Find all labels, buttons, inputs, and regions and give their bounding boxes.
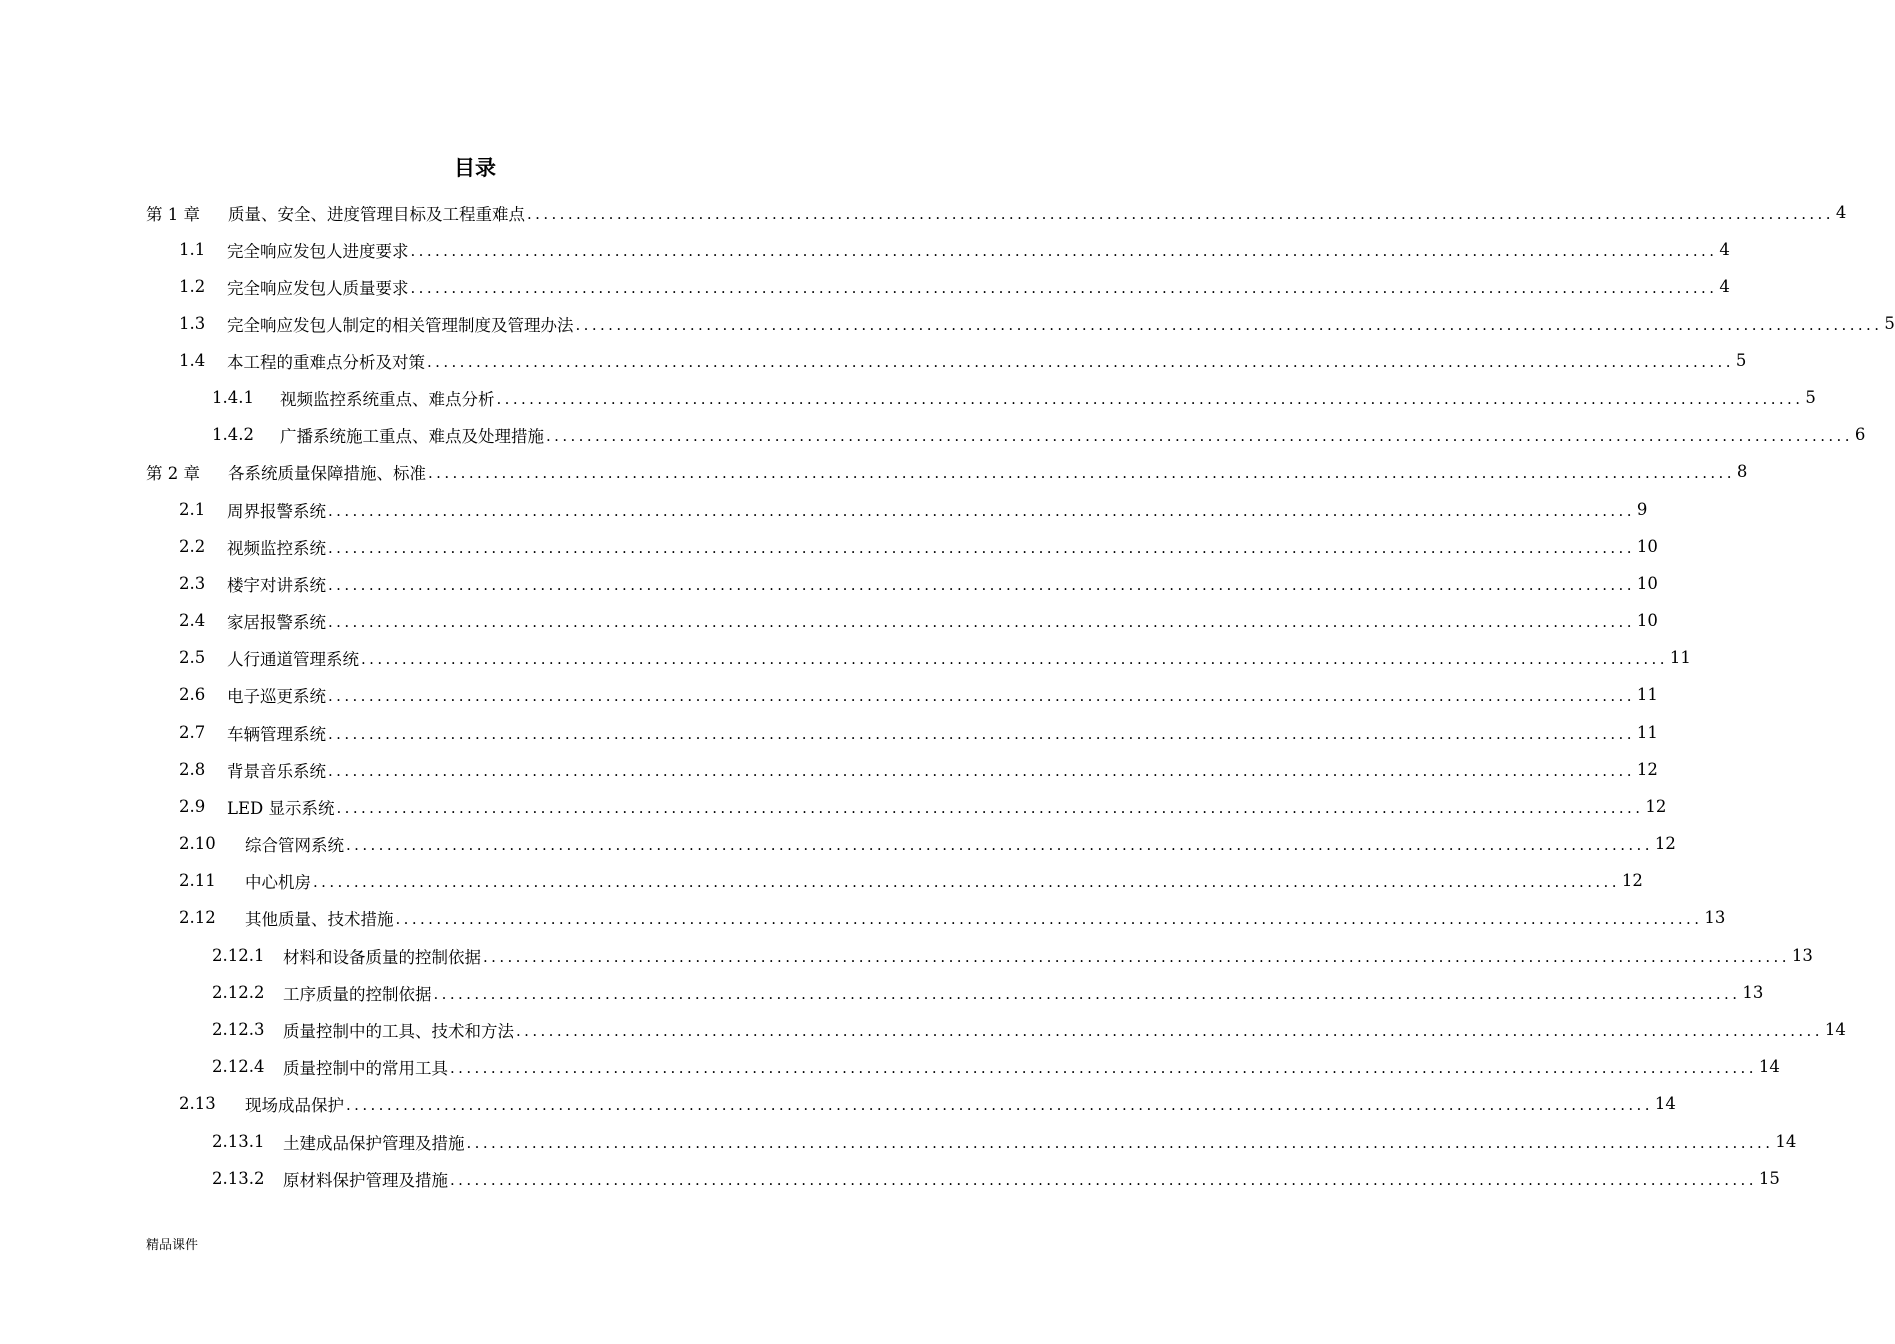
toc-entry[interactable]	[179, 751, 1658, 788]
toc-entry-page: 4	[1835, 203, 1847, 222]
toc-entry-number: 2.13.2	[212, 1169, 265, 1188]
dot-leader: ................................................................................................................................................................	[346, 1096, 1653, 1114]
toc-entry-title: 视频监控系统重点、难点分析	[280, 389, 495, 409]
dot-leader: ................................................................................................................................................................	[336, 799, 1644, 817]
toc-entry-title: 工序质量的控制依据	[283, 984, 432, 1004]
toc-entry-title: 完全响应发包人进度要求	[227, 241, 409, 261]
toc-entry[interactable]	[212, 937, 1813, 974]
toc-entry-page: 11	[1669, 648, 1691, 667]
toc-entry-number: 2.5	[179, 648, 206, 667]
toc-entry-page: 11	[1636, 685, 1658, 704]
toc-entry-page: 12	[1654, 834, 1676, 853]
toc-entry[interactable]	[179, 528, 1658, 565]
toc-entry-page: 12	[1621, 871, 1643, 890]
toc-entry[interactable]	[179, 491, 1648, 528]
dot-leader: ................................................................................................................................................................	[427, 353, 1734, 371]
toc-entry-page: 9	[1636, 500, 1648, 519]
toc-entry-page: 10	[1636, 537, 1658, 556]
toc-entry-title: 质量、安全、进度管理目标及工程重难点	[228, 204, 525, 224]
toc-entry[interactable]	[179, 862, 1643, 899]
toc-entry-number: 2.13	[179, 1094, 216, 1113]
toc-entry-number: 2.4	[179, 611, 206, 630]
toc-entry-page: 4	[1719, 240, 1730, 259]
dot-leader: ................................................................................................................................................................	[410, 279, 1718, 297]
toc-entry-page: 11	[1636, 723, 1658, 742]
dot-leader: ................................................................................................................................................................	[450, 1059, 1757, 1077]
dot-leader: ................................................................................................................................................................	[328, 613, 1635, 631]
toc-entry-page: 13	[1704, 908, 1726, 927]
toc-entry-title: 现场成品保护	[245, 1095, 344, 1115]
toc-entry[interactable]	[179, 788, 1667, 825]
toc-entry-number: 2.13.1	[212, 1132, 265, 1151]
toc-entry[interactable]	[179, 825, 1676, 862]
page-title: 目录	[454, 156, 496, 180]
toc-entry-number: 2.12.4	[212, 1057, 265, 1076]
toc-entry-number: 2.12.2	[212, 983, 265, 1002]
toc-entry-page: 4	[1719, 277, 1730, 296]
toc-entry-page: 14	[1824, 1020, 1846, 1039]
toc-entry-number: 1.2	[179, 277, 206, 296]
toc-entry[interactable]	[179, 305, 1895, 342]
toc-entry-title: 综合管网系统	[245, 835, 344, 855]
toc-entry[interactable]	[179, 1085, 1676, 1122]
toc-entry-number: 2.1	[179, 500, 206, 519]
toc-entry-number: 2.12.1	[212, 946, 265, 965]
toc-entry[interactable]	[179, 676, 1658, 713]
dot-leader: ................................................................................................................................................................	[328, 539, 1635, 557]
dot-leader: ................................................................................................................................................................	[328, 762, 1635, 780]
toc-entry[interactable]	[179, 899, 1726, 936]
toc-entry[interactable]	[179, 268, 1730, 305]
toc-entry[interactable]	[179, 602, 1658, 639]
dot-leader: ................................................................................................................................................................	[466, 1134, 1774, 1152]
toc-entry[interactable]	[212, 1160, 1780, 1197]
toc-entry-title: 完全响应发包人质量要求	[227, 278, 409, 298]
toc-entry[interactable]	[212, 1011, 1846, 1048]
dot-leader: ................................................................................................................................................................	[546, 427, 1853, 445]
toc-entry-title: 本工程的重难点分析及对策	[227, 352, 425, 372]
toc-entry-page: 13	[1791, 946, 1813, 965]
toc-entry-title: 周界报警系统	[227, 501, 326, 521]
toc-entry-number: 2.12.3	[212, 1020, 265, 1039]
toc-entry[interactable]	[212, 1123, 1797, 1160]
toc-entry-number: 2.7	[179, 723, 206, 742]
toc-entry-page: 15	[1758, 1169, 1780, 1188]
dot-leader: ................................................................................................................................................................	[328, 687, 1635, 705]
dot-leader: ................................................................................................................................................................	[328, 725, 1635, 743]
toc-entry-number: 1.4.2	[212, 425, 254, 444]
toc-entry-title: 人行通道管理系统	[227, 649, 359, 669]
toc-entry-title: 质量控制中的常用工具	[283, 1058, 448, 1078]
toc-entry-number: 2.12	[179, 908, 216, 927]
dot-leader: ................................................................................................................................................................	[395, 910, 1703, 928]
toc-entry-title: 其他质量、技术措施	[245, 909, 394, 929]
toc-entry-page: 8	[1736, 462, 1748, 481]
dot-leader: ................................................................................................................................................................	[450, 1171, 1757, 1189]
dot-leader: ................................................................................................................................................................	[428, 464, 1735, 482]
toc-entry-page: 12	[1645, 797, 1667, 816]
toc-entry-title: 广播系统施工重点、难点及处理措施	[280, 426, 544, 446]
dot-leader: ................................................................................................................................................................	[346, 836, 1653, 854]
toc-entry-title: 车辆管理系统	[227, 724, 326, 744]
dot-leader: ................................................................................................................................................................	[313, 873, 1620, 891]
toc-entry-page: 5	[1735, 351, 1747, 370]
toc-entry-page: 14	[1775, 1132, 1797, 1151]
toc-entry-title: 材料和设备质量的控制依据	[283, 947, 481, 967]
toc-entry-number: 2.10	[179, 834, 216, 853]
toc-entry-page: 5	[1884, 314, 1895, 333]
toc-entry-title: 家居报警系统	[227, 612, 326, 632]
toc-entry-title: 完全响应发包人制定的相关管理制度及管理办法	[227, 315, 574, 335]
toc-entry-page: 12	[1636, 760, 1658, 779]
dot-leader: ................................................................................................................................................................	[527, 205, 1834, 223]
toc-entry[interactable]	[212, 1048, 1780, 1085]
dot-leader: ................................................................................................................................................................	[361, 650, 1668, 668]
dot-leader: ................................................................................................................................................................	[483, 948, 1790, 966]
toc-entry[interactable]	[179, 565, 1658, 602]
toc-entry-page: 10	[1636, 574, 1658, 593]
toc-entry-number: 1.4.1	[212, 388, 254, 407]
toc-entry-title: LED 显示系统	[227, 798, 335, 818]
toc-entry-title: 中心机房	[245, 872, 311, 892]
toc-entry-title: 背景音乐系统	[227, 761, 326, 781]
toc-entry-page: 5	[1805, 388, 1816, 407]
toc-entry-page: 6	[1854, 425, 1866, 444]
dot-leader: ................................................................................................................................................................	[496, 390, 1804, 408]
toc-entry-number: 1.4	[179, 351, 206, 370]
toc-entry[interactable]	[179, 231, 1730, 268]
dot-leader: ................................................................................................................................................................	[410, 242, 1718, 260]
toc-entry[interactable]	[212, 379, 1816, 416]
dot-leader: ................................................................................................................................................................	[328, 502, 1635, 520]
toc-entry-title: 土建成品保护管理及措施	[283, 1133, 465, 1153]
toc-entry-number: 2.3	[179, 574, 206, 593]
toc-entry-title: 质量控制中的工具、技术和方法	[283, 1021, 514, 1041]
toc-entry-number: 第 1 章	[146, 204, 200, 224]
dot-leader: ................................................................................................................................................................	[433, 985, 1741, 1003]
toc-entry-number: 1.1	[179, 240, 206, 259]
toc-entry[interactable]	[146, 194, 1847, 231]
toc-entry[interactable]	[179, 342, 1747, 379]
toc-entry-title: 各系统质量保障措施、标准	[228, 463, 426, 483]
dot-leader: ................................................................................................................................................................	[516, 1022, 1823, 1040]
toc-entry-title: 电子巡更系统	[227, 686, 326, 706]
toc-entry-number: 1.3	[179, 314, 206, 333]
toc-entry-page: 10	[1636, 611, 1658, 630]
toc-entry-number: 2.6	[179, 685, 206, 704]
toc-entry-title: 原材料保护管理及措施	[283, 1170, 448, 1190]
toc-entry-number: 第 2 章	[146, 463, 200, 483]
dot-leader: ................................................................................................................................................................	[575, 316, 1883, 334]
toc-entry[interactable]	[179, 714, 1658, 751]
toc-entry-page: 14	[1758, 1057, 1780, 1076]
toc-entry-number: 2.8	[179, 760, 206, 779]
dot-leader: ................................................................................................................................................................	[328, 576, 1635, 594]
toc-entry-page: 13	[1742, 983, 1764, 1002]
toc-entry-number: 2.9	[179, 797, 206, 816]
toc-entry-page: 14	[1654, 1094, 1676, 1113]
toc-entry-title: 视频监控系统	[227, 538, 326, 558]
toc-entry[interactable]	[179, 639, 1691, 676]
toc-entry-number: 2.2	[179, 537, 206, 556]
toc-entry[interactable]	[146, 453, 1748, 490]
toc-entry-number: 2.11	[179, 871, 216, 890]
footer-label: 精品课件	[146, 1238, 199, 1253]
toc-entry[interactable]	[212, 974, 1764, 1011]
toc-entry-title: 楼宇对讲系统	[227, 575, 326, 595]
toc-entry[interactable]	[212, 416, 1866, 453]
